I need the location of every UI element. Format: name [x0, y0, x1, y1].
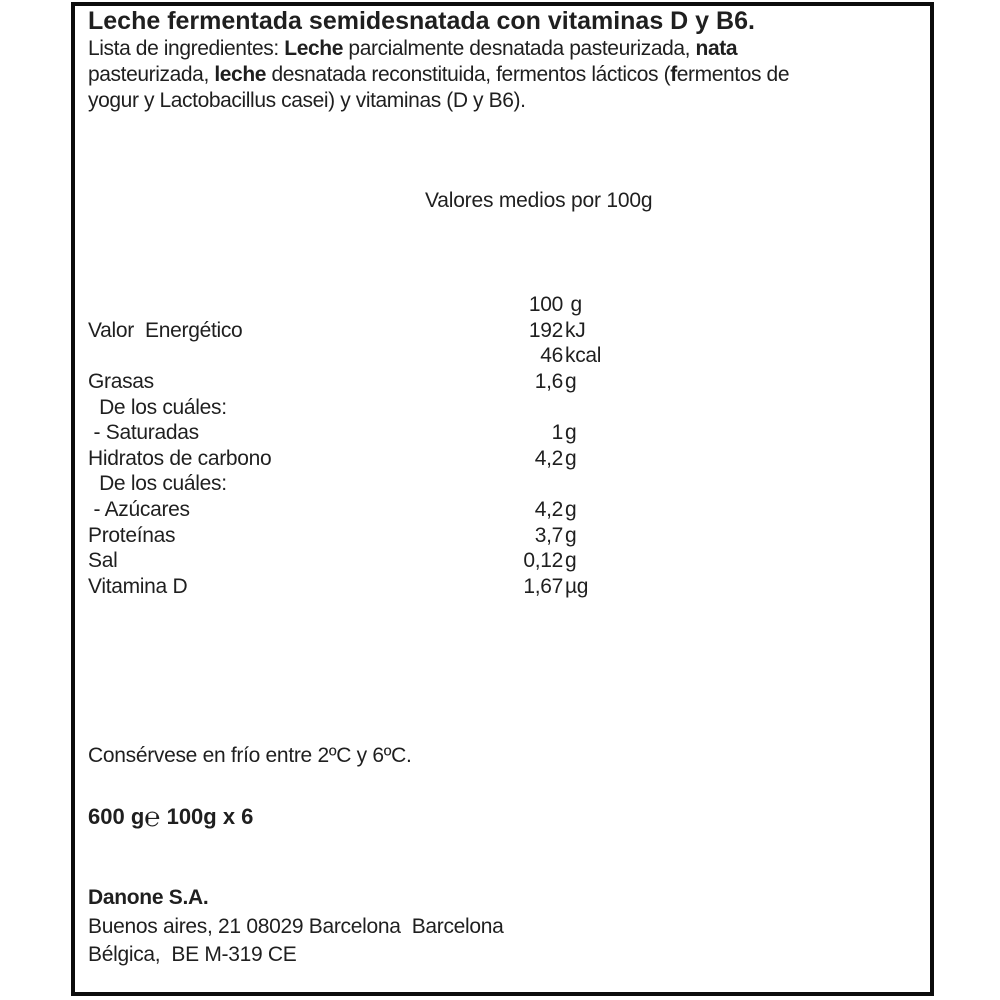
- nutrient-label: [88, 292, 488, 318]
- nutrient-value: [488, 471, 563, 497]
- nutrient-label: [88, 343, 488, 369]
- nutrient-value: 1: [551, 421, 563, 445]
- nutrient-unit: g: [565, 549, 577, 573]
- nutrition-row: [88, 343, 708, 369]
- nutrient-unit: [563, 471, 565, 497]
- nutrient-label: Hidratos de carbono: [88, 446, 272, 470]
- nutrition-table: [88, 292, 708, 600]
- nutrient-unit: g: [565, 498, 577, 522]
- net-weight: 600 g℮ 100g x 6: [88, 802, 254, 832]
- nutrition-row: [88, 420, 708, 446]
- nutrient-label: Grasas: [88, 369, 154, 393]
- nutrient-value: 0,12: [523, 549, 563, 573]
- manufacturer-name: Danone S.A.: [88, 886, 209, 909]
- nutrient-value: 4,2: [534, 446, 563, 470]
- storage-instructions: Consérvese en frío entre 2ºC y 6ºC.: [88, 744, 412, 767]
- ingredients-list: [88, 36, 923, 114]
- nutrient-unit: µg: [565, 575, 589, 599]
- nutrient-label: - Azúcares: [88, 498, 190, 522]
- product-title: Leche fermentada semidesnatada con vitaminas D y B6.: [88, 7, 755, 35]
- nutrient-label: Proteínas: [88, 523, 176, 547]
- nutrient-unit: kJ: [565, 318, 586, 342]
- nutrient-value: 4,2: [534, 498, 563, 522]
- nutrition-row: [88, 548, 708, 574]
- nutrient-unit: g: [565, 421, 577, 445]
- nutrient-unit: g: [565, 446, 577, 470]
- ingredients-line: Lista de ingredientes: Leche parcialmente desnatada pasteurizada, nata: [88, 37, 738, 60]
- nutrition-table-header: Valores medios por 100g: [425, 189, 653, 212]
- nutrient-label: - Saturadas: [88, 421, 199, 445]
- nutrition-row: [88, 395, 708, 421]
- nutrition-row: [88, 318, 708, 344]
- nutrient-value: 46: [540, 344, 563, 368]
- nutrient-label: Sal: [88, 549, 118, 573]
- nutrient-unit: g: [565, 369, 577, 393]
- nutrient-value: 1,67: [523, 575, 563, 599]
- nutrient-value: [488, 395, 563, 421]
- nutrition-row: [88, 446, 708, 472]
- nutrient-unit: [563, 395, 565, 421]
- nutrient-unit: kcal: [565, 344, 602, 368]
- nutrient-value: 1,6: [534, 369, 563, 393]
- ingredients-line: pasteurizada, leche desnatada reconstituida, fermentos lácticos (fermentos de: [88, 63, 790, 86]
- nutrient-unit: g: [565, 523, 577, 547]
- ingredients-line: yogur y Lactobacillus casei) y vitaminas (D y B6).: [88, 89, 526, 112]
- product-label: [71, 2, 934, 996]
- nutrient-value: 192: [528, 318, 563, 342]
- manufacturer-country-registration: Bélgica, BE M-319 CE: [88, 943, 297, 966]
- nutrient-value: 3,7: [534, 523, 563, 547]
- nutrition-row: [88, 523, 708, 549]
- nutrition-row: [88, 497, 708, 523]
- nutrient-unit: g: [565, 293, 582, 316]
- nutrition-row: [88, 574, 708, 600]
- nutrient-label: De los cuáles:: [88, 395, 227, 419]
- nutrition-row: [88, 471, 708, 497]
- nutrient-label: Vitamina D: [88, 575, 188, 599]
- nutrient-label: Valor Energético: [88, 318, 243, 342]
- manufacturer-address: Buenos aires, 21 08029 Barcelona Barcelona: [88, 914, 504, 938]
- nutrition-row: [88, 292, 708, 318]
- nutrient-label: De los cuáles:: [88, 472, 227, 496]
- nutrition-row: [88, 369, 708, 395]
- nutrient-value: 100: [528, 293, 563, 316]
- manufacturer-info: [88, 884, 788, 970]
